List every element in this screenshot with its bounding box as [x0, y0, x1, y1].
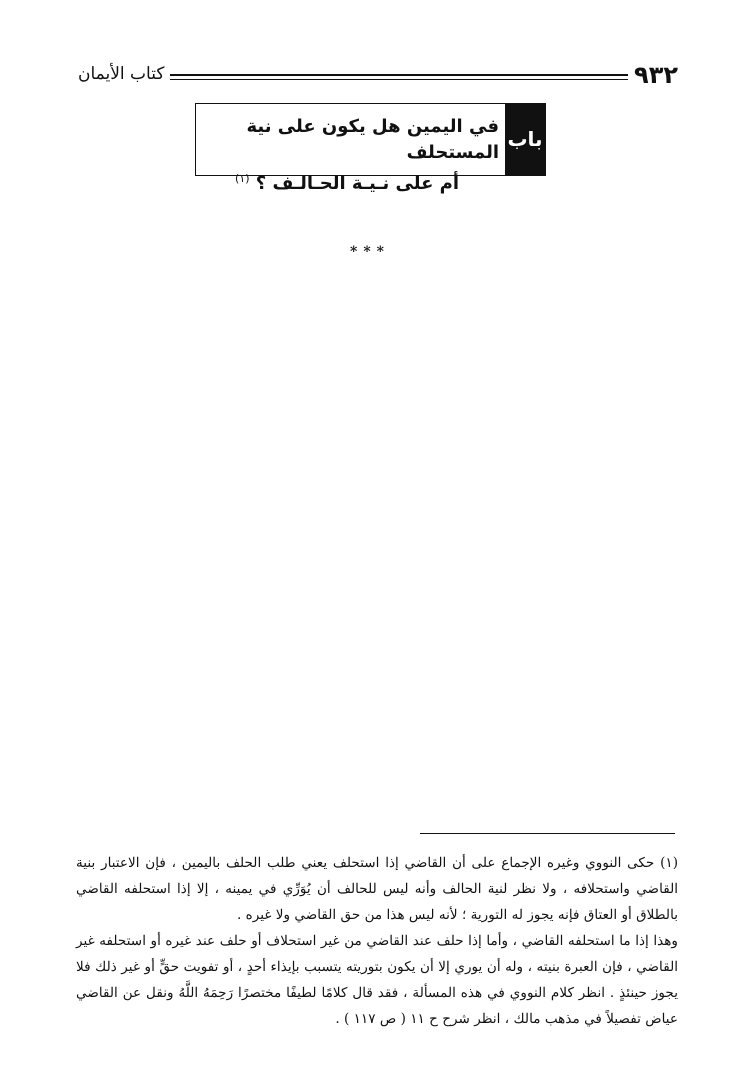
book-title: كتاب الأيمان	[78, 64, 165, 84]
chapter-title-line-1: في اليمين هل يكون على نية المستحلف	[246, 116, 499, 163]
chapter-label: باب	[505, 104, 545, 175]
chapter-title-line-2	[204, 166, 499, 197]
chapter-title-line-2-text: أم على نـيـة الحـالـف ؟	[255, 173, 459, 194]
chapter-title	[204, 114, 499, 197]
footnote-separator	[420, 833, 675, 834]
chapter-heading-box	[195, 103, 546, 194]
running-header	[78, 60, 678, 90]
footnote-paragraph: وهذا إذا ما استحلفه القاضي ، وأما إذا حلف عند القاضي من غير استحلاف أو حلف عند غيره أو استحلفه غير القاضي ، فإن العبرة بنيته ، وله أن يوري إلا أن يكون بتوريته يتسبب بإيذاء أحدٍ ، أو تفويت حقٍّ أو غير ذلك فلا يجوز حينئذٍ . انظر كلام النووي في هذه المسألة ، فقد قال كلامًا لطيفًا مختصرًا رَحِمَهُ اللَّهُ ونقل عن القاضي عياض تفصيلاً في مذهب مالك ، انظر شرح ح ١١ ( ص ١١٧ ) .	[76, 933, 678, 1027]
footnote-reference: (١)	[234, 172, 250, 185]
footnote-paragraph: (١) حكى النووي وغيره الإجماع على أن القاضي إذا استحلف يعني طلب الحلف باليمين ، فإن الاعتبار بنية القاضي واستحلافه ، ولا نظر لنية الحالف وأنه ليس للحالف أن يُوَرِّي في يمينه ، إلا إذا استحلفه القاضي بالطلاق أو العتاق فإنه يجوز له التورية ؛ لأنه ليس هذا من حق القاضي ولا غيره .	[76, 855, 678, 923]
header-rule	[170, 74, 628, 80]
page-number: ٩٣٢	[634, 61, 678, 89]
section-ornament: ***	[350, 244, 390, 260]
footnotes	[76, 850, 678, 1032]
